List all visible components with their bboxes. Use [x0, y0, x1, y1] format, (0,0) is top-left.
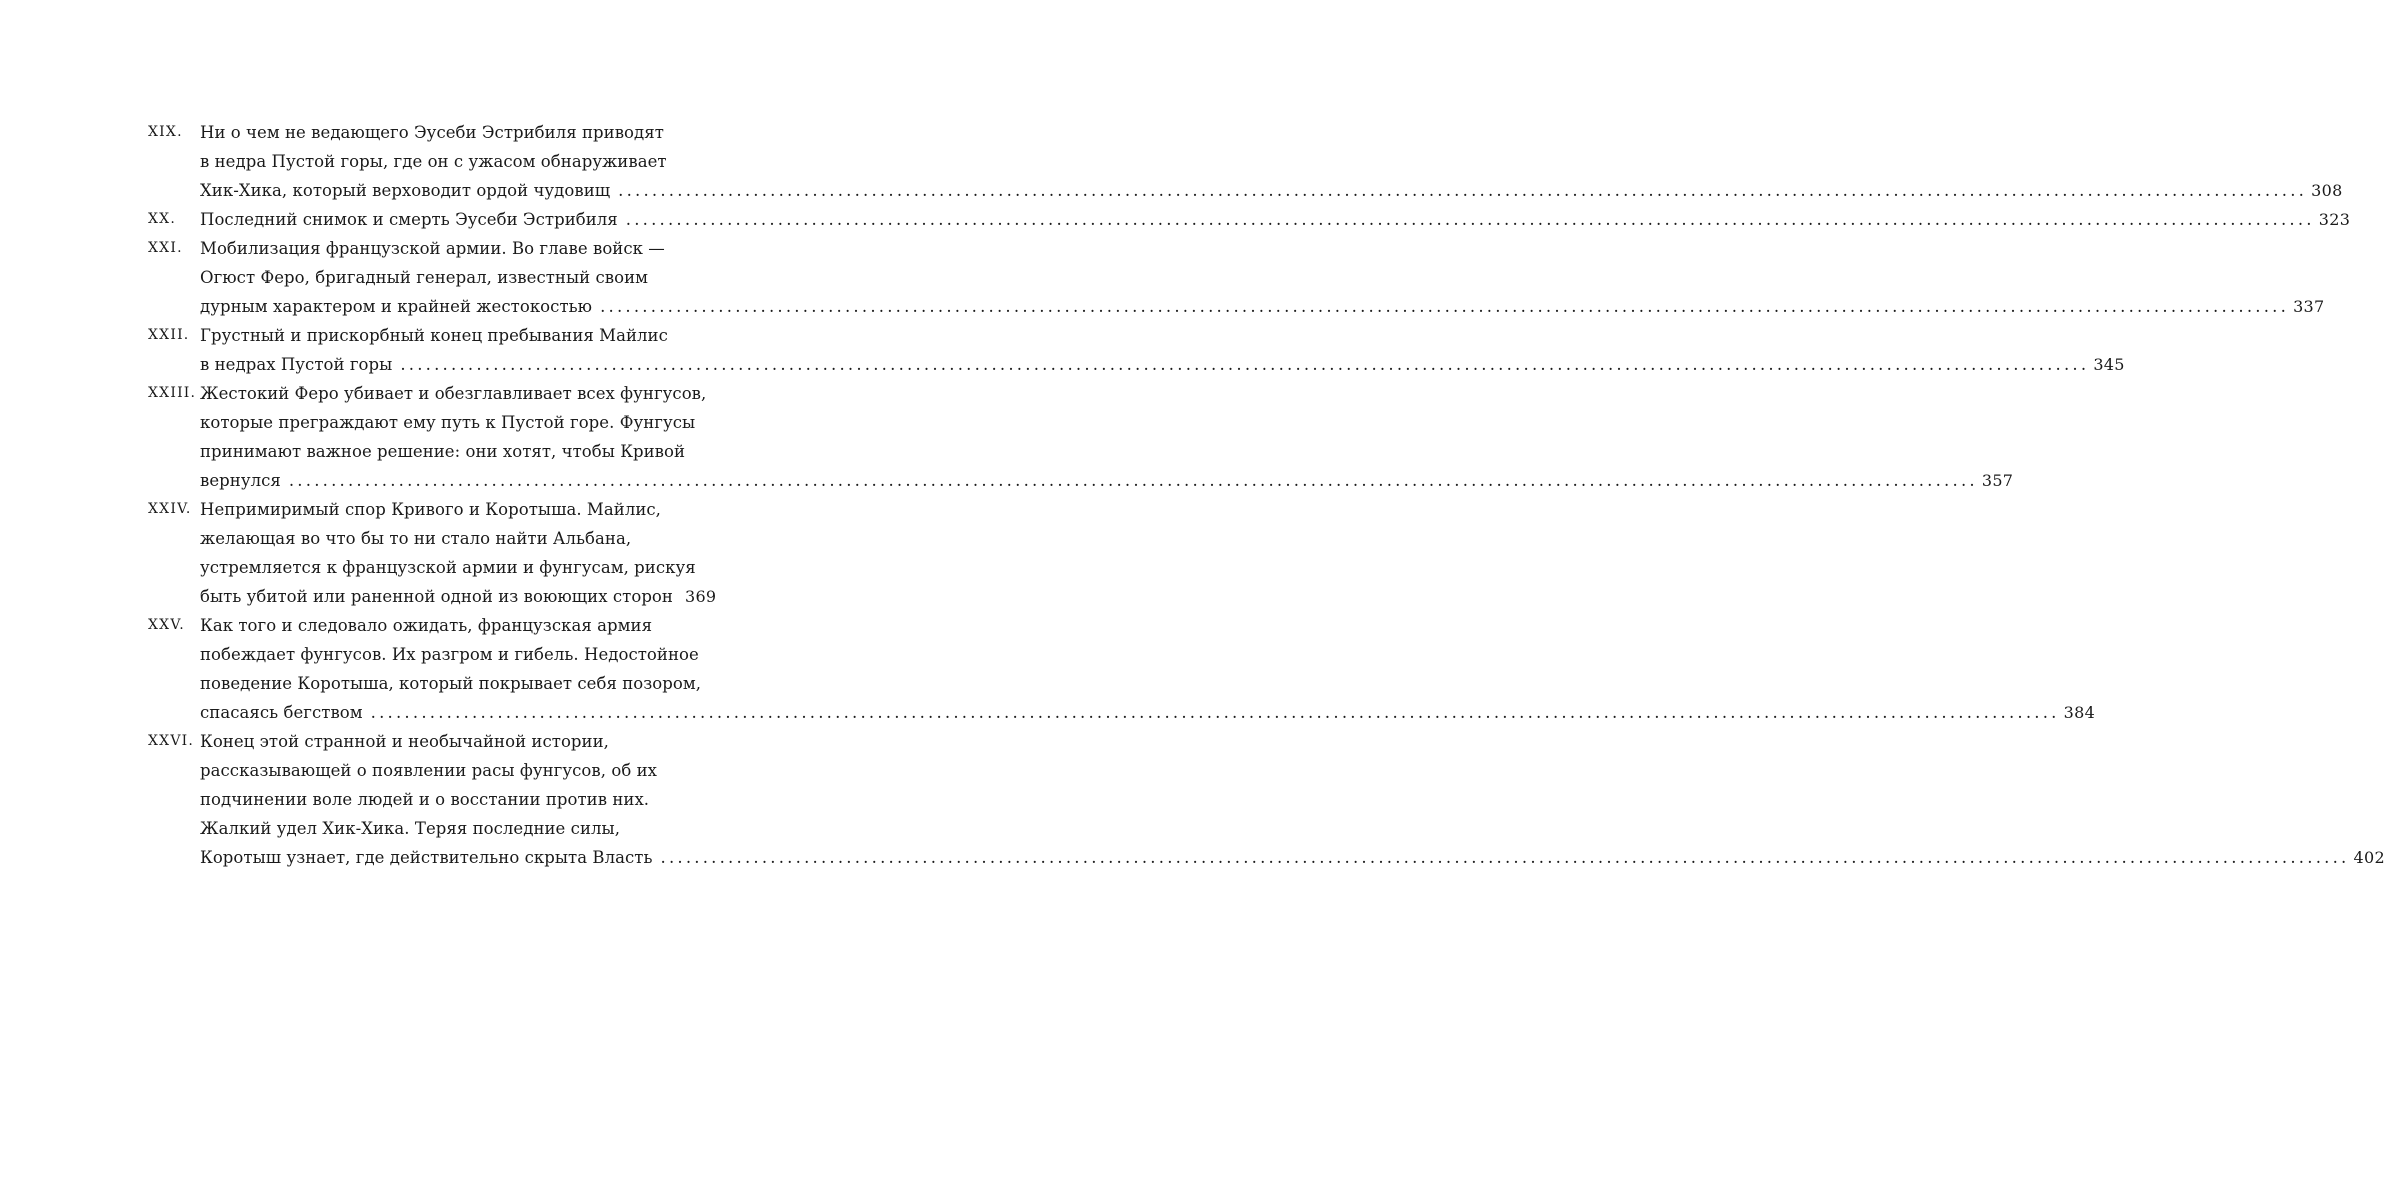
chapter-number: XXVI. [148, 733, 195, 749]
chapter-number: XXI. [148, 240, 183, 256]
entry-line: устремляется к французской армии и фунгусам, рискуя [200, 558, 696, 577]
chapter-number: XXV. [148, 617, 185, 633]
toc-entry-19[interactable] [148, 118, 2343, 205]
entry-line: принимают важное решение: они хотят, чтобы Кривой [200, 442, 686, 461]
entry-last-line [200, 176, 2343, 205]
entry-line: которые преграждают ему путь к Пустой горе. Фунгусы [200, 413, 696, 432]
page-number: 357 [1981, 471, 2014, 490]
toc-entry-20[interactable] [148, 205, 2351, 234]
entry-line: Мобилизация французской армии. Во главе войск — [200, 239, 665, 258]
entry-line: желающая во что бы то ни стало найти Альбана, [200, 529, 632, 548]
chapter-number: XXIII. [148, 385, 197, 401]
entry-line: дурным характером и крайней жестокостью [200, 297, 593, 316]
entry-line: в недра Пустой горы, где он с ужасом обнаруживает [200, 152, 667, 171]
entry-line: Жалкий удел Хик-Хика. Теряя последние силы, [200, 819, 621, 838]
chapter-number: XXIV. [148, 501, 192, 517]
entry-line: Непримиримый спор Кривого и Коротыша. Майлис, [200, 500, 661, 519]
entry-line: спасаясь бегством [200, 703, 363, 722]
dot-leader: ........................................................................................................................................................................................................ [618, 181, 2308, 200]
dot-leader: ........................................................................................................................................................................................................ [660, 848, 2350, 867]
entry-line: быть убитой или раненной одной из воюющих сторон [200, 587, 673, 606]
entry-line: вернулся [200, 471, 281, 490]
entry-last-line [200, 582, 717, 611]
entry-last-line [200, 698, 2096, 727]
entry-line: подчинении воле людей и о восстании против них. [200, 790, 650, 809]
page-number: 308 [2311, 181, 2343, 200]
toc-entry-25[interactable] [148, 611, 2096, 727]
page-number: 402 [2353, 848, 2385, 867]
entry-last-line [200, 350, 2125, 379]
chapter-number: XXII. [148, 327, 190, 343]
entry-line: Последний снимок и смерть Эусеби Эстрибиля [200, 210, 618, 229]
table-of-contents [148, 118, 2385, 872]
toc-entry-22[interactable] [148, 321, 2125, 379]
entry-line: Грустный и прискорбный конец пребывания Майлис [200, 326, 668, 345]
toc-entry-23[interactable] [148, 379, 2014, 495]
page-number: 369 [684, 587, 717, 606]
entry-line: в недрах Пустой горы [200, 355, 393, 374]
entry-line: Конец этой странной и необычайной истории, [200, 732, 609, 751]
entry-last-line [200, 843, 2385, 872]
entry-line: Огюст Феро, бригадный генерал, известный своим [200, 268, 649, 287]
entry-line: Коротыш узнает, где действительно скрыта Власть [200, 848, 653, 867]
chapter-number: XX. [148, 211, 176, 227]
entry-last-line [200, 205, 2351, 234]
entry-line: Жестокий Феро убивает и обезглавливает всех фунгусов, [200, 384, 707, 403]
entry-line: поведение Коротыша, который покрывает себя позором, [200, 674, 702, 693]
entry-last-line [200, 292, 2325, 321]
toc-entry-21[interactable] [148, 234, 2325, 321]
entry-line: побеждает фунгусов. Их разгром и гибель. Недостойное [200, 645, 699, 664]
chapter-number: XIX. [148, 124, 183, 140]
dot-leader: ........................................................................................................................................................................................................ [625, 210, 2315, 229]
page-number: 345 [2093, 355, 2125, 374]
entry-line: Ни о чем не ведающего Эусеби Эстрибиля приводят [200, 123, 664, 142]
page-number: 323 [2318, 210, 2351, 229]
page-number: 384 [2063, 703, 2096, 722]
entry-line: Как того и следовало ожидать, французская армия [200, 616, 653, 635]
entry-line: рассказывающей о появлении расы фунгусов, об их [200, 761, 658, 780]
toc-entry-26[interactable] [148, 727, 2385, 872]
dot-leader: ........................................................................................................................................................................................................ [600, 297, 2290, 316]
entry-last-line [200, 466, 2014, 495]
entry-line: Хик-Хика, который верховодит ордой чудовищ [200, 181, 611, 200]
dot-leader: ........................................................................................................................................................................................................ [400, 355, 2090, 374]
dot-leader: ........................................................................................................................................................................................................ [288, 471, 1978, 490]
dot-leader: ........................................................................................................................................................................................................ [370, 703, 2060, 722]
page-number: 337 [2293, 297, 2325, 316]
toc-entry-24[interactable] [148, 495, 717, 611]
